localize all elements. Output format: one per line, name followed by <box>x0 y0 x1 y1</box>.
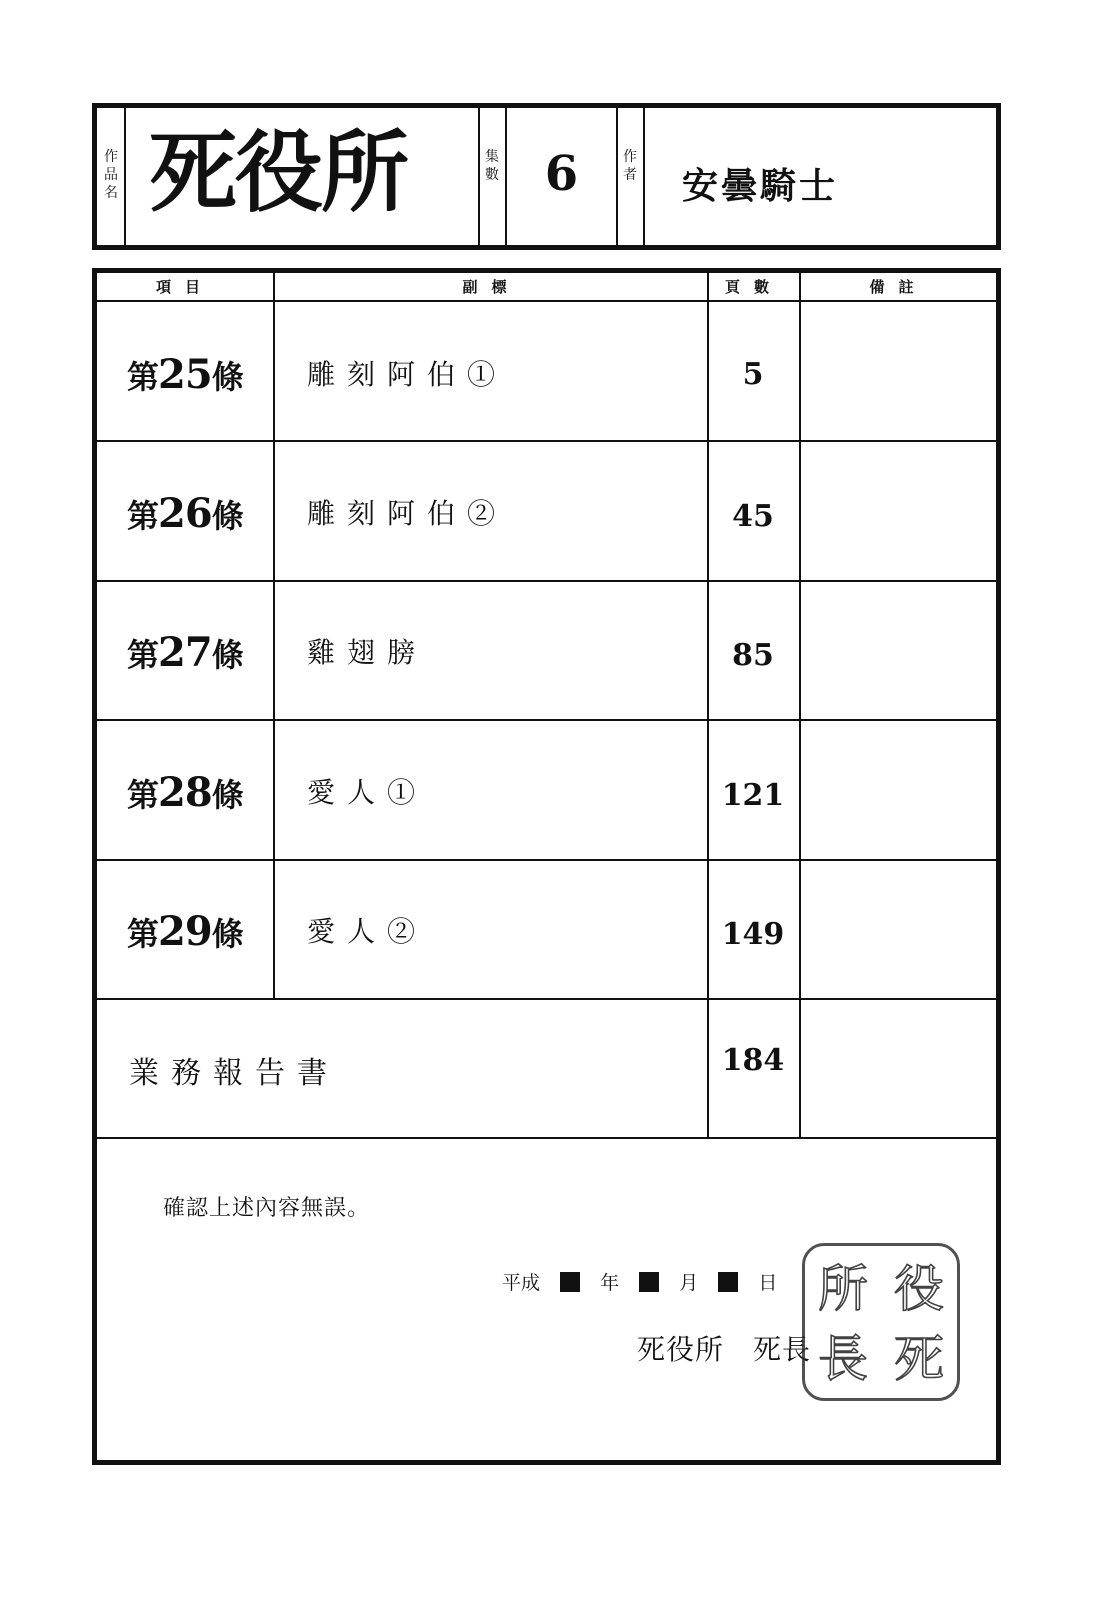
table-row-subtitle: 愛人② <box>307 915 428 948</box>
contents-table <box>92 268 1001 1465</box>
table-row-subtitle: 雞翅膀 <box>307 636 428 669</box>
table-row-chapter: 第28條 <box>127 769 243 816</box>
signature: 死役所 死長 <box>637 1333 812 1366</box>
table-row-page: 149 <box>721 917 785 952</box>
svg-text:所: 所 <box>818 1260 868 1318</box>
column-header-page: 頁數 <box>724 278 783 296</box>
table-row-page: 85 <box>732 638 774 673</box>
report-label: 業務報告書 <box>129 1056 339 1091</box>
day-label: 日 <box>758 1272 778 1294</box>
column-header-subtitle: 副標 <box>462 278 521 296</box>
confirm-text: 確認上述內容無誤。 <box>163 1196 371 1221</box>
column-header-item: 項目 <box>155 278 214 296</box>
seal-stamp <box>802 1243 960 1401</box>
table-row-subtitle: 愛人① <box>307 776 428 809</box>
table-row-subtitle: 雕刻阿伯① <box>307 358 508 391</box>
title-label: 作品名 <box>104 149 118 201</box>
svg-text:長: 長 <box>818 1330 868 1388</box>
redacted-box <box>718 1272 738 1292</box>
volume-number: 6 <box>544 146 579 202</box>
table-row-chapter: 第25條 <box>127 351 243 398</box>
table-row-chapter: 第27條 <box>127 629 243 676</box>
table-row-page: 5 <box>742 357 764 392</box>
header-box <box>92 103 1001 250</box>
table-row-chapter: 第26條 <box>127 490 243 537</box>
svg-text:死: 死 <box>894 1330 944 1388</box>
author-label: 作者 <box>623 149 637 183</box>
table-row-page: 45 <box>732 499 774 534</box>
report-page: 184 <box>721 1043 785 1078</box>
date-line <box>502 1268 777 1295</box>
author-name: 安曇騎士 <box>682 166 839 207</box>
year-label: 年 <box>600 1272 620 1294</box>
table-row-subtitle: 雕刻阿伯② <box>307 497 508 530</box>
svg-text:役: 役 <box>894 1260 944 1318</box>
work-title: 死役所 <box>149 120 408 224</box>
seal-icon <box>805 1246 957 1398</box>
month-label: 月 <box>679 1272 699 1294</box>
redacted-box <box>639 1272 659 1292</box>
table-row-chapter: 第29條 <box>127 908 243 955</box>
era-label: 平成 <box>502 1272 541 1294</box>
volume-label: 集數 <box>485 149 499 183</box>
table-row-page: 121 <box>721 778 785 813</box>
column-header-note: 備註 <box>869 278 928 296</box>
redacted-box <box>560 1272 580 1292</box>
